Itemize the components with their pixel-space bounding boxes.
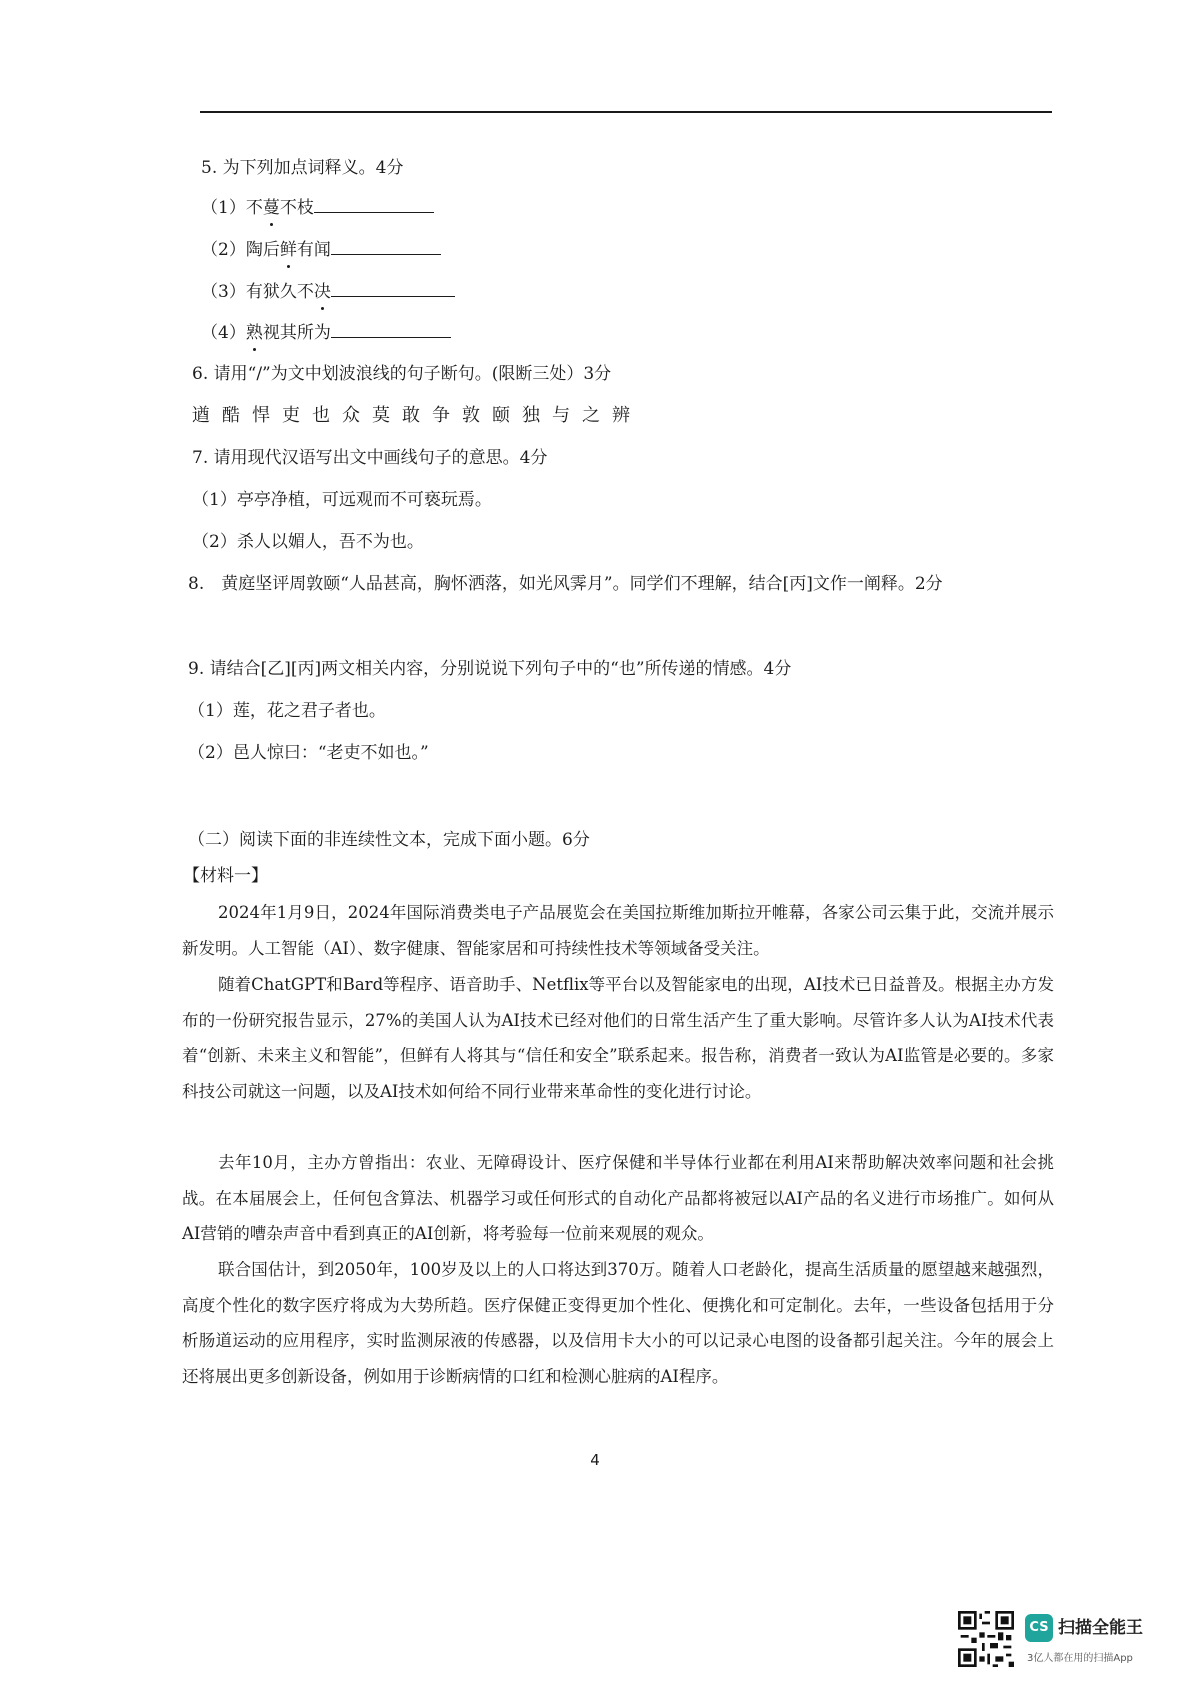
q5-item-2: （2）陶后鲜有闻 [201, 238, 441, 261]
q8-title: 8. 黄庭坚评周敦颐“人品甚高，胸怀洒落，如光风霁月”。同学们不理解，结合[丙]文作一阐释。2分 [188, 574, 943, 594]
dotted-char: 鲜 [279, 240, 297, 260]
q5-title: 5. 为下列加点词释义。4分 [201, 158, 404, 178]
paragraph: 去年10月，主办方曾指出：农业、无障碍设计、医疗保健和半导体行业都在利用AI来帮助解决效率问题和社会挑战。在本届展会上，任何包含算法、机器学习或任何形式的自动化产品都将被冠以AI产品的名义进行市场推广。如何从AI营销的嘈杂声音中看到真正的AI创新，将考验每一位前来观展的观众。 [182, 1153, 1054, 1243]
dotted-char: 蔓 [262, 198, 280, 218]
q6-title: 6. 请用“/”为文中划波浪线的句子断句。(限断三处）3分 [192, 364, 612, 384]
q5-item-4: （4）熟视其所为 [201, 321, 451, 344]
q9-title: 9. 请结合[乙][丙]两文相关内容，分别说说下列句子中的“也”所传递的情感。4分 [188, 659, 792, 679]
paragraph: 2024年1月9日，2024年国际消费类电子产品展览会在美国拉斯维加斯拉开帷幕，各家公司云集于此，交流并展示新发明。人工智能（AI）、数字健康、智能家居和可持续性技术等领域备受关注。 [182, 903, 1054, 958]
page-number: 4 [590, 1451, 600, 1469]
material-label: 【材料一】 [183, 866, 268, 886]
q9-item-2: （2）邑人惊曰：“老吏不如也。” [188, 743, 429, 763]
q7-item-1: （1）亭亭净植，可远观而不可亵玩焉。 [192, 490, 492, 510]
camscanner-logo-icon: CS [1025, 1614, 1053, 1642]
dotted-char: 决 [313, 282, 331, 302]
answer-blank[interactable] [314, 196, 434, 213]
q5-item-1: （1）不蔓不枝 [201, 196, 434, 219]
answer-blank[interactable] [331, 280, 455, 297]
answer-blank[interactable] [331, 238, 441, 255]
section2-title: （二）阅读下面的非连续性文本，完成下面小题。6分 [188, 830, 590, 850]
dotted-char: 熟 [245, 323, 263, 343]
paragraph: 随着ChatGPT和Bard等程序、语音助手、Netflix等平台以及智能家电的出现，AI技术已日益普及。根据主办方发布的一份研究报告显示，27%的美国人认为AI技术已经对他们的日常生活产生了重大影响。尽管许多人认为AI技术代表着“创新、未来主义和智能”，但鲜有人将其与“信任和安全”联系起来。报告称，消费者一致认为AI监管是必要的。多家科技公司就这一问题，以及AI技术如何给不同行业带来革命性的变化进行讨论。 [182, 975, 1054, 1101]
q7-title: 7. 请用现代汉语写出文中画线句子的意思。4分 [192, 448, 548, 468]
answer-blank[interactable] [331, 321, 451, 338]
q5-item-3: （3）有狱久不决 [201, 280, 455, 303]
q7-item-2: （2）杀人以媚人，吾不为也。 [192, 532, 424, 552]
q9-item-1: （1）莲，花之君子者也。 [188, 701, 386, 721]
scanner-tagline: 3亿人都在用的扫描App [1027, 1653, 1133, 1664]
scanner-app-name: 扫描全能王 [1058, 1618, 1143, 1638]
top-rule [200, 111, 1052, 113]
q6-sentence: 遒酷悍吏也众莫敢争敦颐独与之辨 [192, 405, 642, 426]
qr-code-icon [958, 1611, 1014, 1667]
paragraph: 联合国估计，到2050年，100岁及以上的人口将达到370万。随着人口老龄化，提高生活质量的愿望越来越强烈，高度个性化的数字医疗将成为大势所趋。医疗保健正变得更加个性化、便携化和可定制化。去年，一些设备包括用于分析肠道运动的应用程序，实时监测尿液的传感器，以及信用卡大小的可以记录心电图的设备都引起关注。今年的展会上还将展出更多创新设备，例如用于诊断病情的口红和检测心脏病的AI程序。 [182, 1260, 1054, 1386]
